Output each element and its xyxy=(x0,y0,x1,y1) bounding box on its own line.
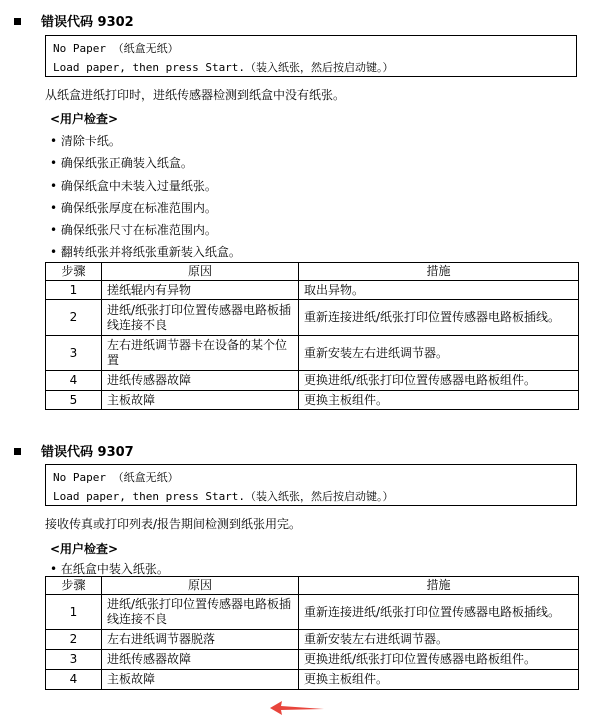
table-header-row xyxy=(46,263,579,281)
section-9302-message-box xyxy=(45,35,577,77)
header-step: 步骤 xyxy=(46,577,102,595)
square-bullet-icon xyxy=(14,18,21,25)
section-9302-heading xyxy=(14,11,134,30)
step-cell: 2 xyxy=(46,630,102,650)
user-check-item: • 确保纸盒中未装入过量纸张。 xyxy=(50,179,217,193)
user-check-item: • 翻转纸张并将纸张重新装入纸盒。 xyxy=(50,245,241,259)
step-cell: 5 xyxy=(46,391,102,410)
step-cell: 1 xyxy=(46,281,102,300)
section-9307-user-check-label: <用户检查> xyxy=(50,542,119,556)
user-check-item: • 在纸盒中装入纸张。 xyxy=(50,562,169,576)
table-header-row xyxy=(46,577,579,595)
message-line-1: No Paper （纸盒无纸） xyxy=(53,42,179,55)
section-9307-message-box xyxy=(45,464,577,506)
action-cell: 更换进纸/纸张打印位置传感器电路板组件。 xyxy=(299,650,579,670)
section-title: 错误代码 9307 xyxy=(41,445,134,460)
step-cell: 2 xyxy=(46,300,102,336)
message-line-1: No Paper （纸盒无纸） xyxy=(53,471,179,484)
table-row xyxy=(46,595,579,630)
cause-cell: 进纸/纸张打印位置传感器电路板插线连接不良 xyxy=(102,300,299,336)
step-cell: 4 xyxy=(46,670,102,690)
header-action: 措施 xyxy=(299,577,579,595)
header-action: 措施 xyxy=(299,263,579,281)
table-row xyxy=(46,391,579,410)
section-title: 错误代码 9302 xyxy=(41,15,134,30)
section-9302-description: 从纸盒进纸打印时，进纸传感器检测到纸盒中没有纸张。 xyxy=(45,88,346,102)
header-cause: 原因 xyxy=(102,263,299,281)
table-row xyxy=(46,371,579,391)
step-cell: 4 xyxy=(46,371,102,391)
user-check-item: • 确保纸张厚度在标准范围内。 xyxy=(50,201,217,215)
cause-cell: 搓纸辊内有异物 xyxy=(102,281,299,300)
section-9302-user-check-label: <用户检查> xyxy=(50,112,119,126)
action-cell: 更换主板组件。 xyxy=(299,670,579,690)
action-cell: 更换主板组件。 xyxy=(299,391,579,410)
cause-cell: 主板故障 xyxy=(102,391,299,410)
table-row xyxy=(46,650,579,670)
action-cell: 取出异物。 xyxy=(299,281,579,300)
step-cell: 1 xyxy=(46,595,102,630)
table-row xyxy=(46,336,579,371)
cause-cell: 左右进纸调节器脱落 xyxy=(102,630,299,650)
user-check-item: • 清除卡纸。 xyxy=(50,134,121,148)
action-cell: 更换进纸/纸张打印位置传感器电路板组件。 xyxy=(299,371,579,391)
message-line-2: Load paper, then press Start.（装入纸张，然后按启动键。） xyxy=(53,490,394,503)
table-row xyxy=(46,630,579,650)
action-cell: 重新安装左右进纸调节器。 xyxy=(299,336,579,371)
table-row xyxy=(46,281,579,300)
header-cause: 原因 xyxy=(102,577,299,595)
message-line-2: Load paper, then press Start.（装入纸张，然后按启动键。） xyxy=(53,61,394,74)
cause-cell: 进纸/纸张打印位置传感器电路板插线连接不良 xyxy=(102,595,299,630)
cause-cell: 左右进纸调节器卡在设备的某个位置 xyxy=(102,336,299,371)
header-step: 步骤 xyxy=(46,263,102,281)
table-row xyxy=(46,300,579,336)
section-9302-steps-table xyxy=(45,262,579,410)
cause-cell: 进纸传感器故障 xyxy=(102,371,299,391)
cause-cell: 进纸传感器故障 xyxy=(102,650,299,670)
action-cell: 重新连接进纸/纸张打印位置传感器电路板插线。 xyxy=(299,300,579,336)
user-check-item: • 确保纸张尺寸在标准范围内。 xyxy=(50,223,217,237)
cause-cell: 主板故障 xyxy=(102,670,299,690)
action-cell: 重新安装左右进纸调节器。 xyxy=(299,630,579,650)
step-cell: 3 xyxy=(46,336,102,371)
square-bullet-icon xyxy=(14,448,21,455)
step-cell: 3 xyxy=(46,650,102,670)
section-9307-steps-table xyxy=(45,576,579,690)
section-9307-heading xyxy=(14,441,134,460)
left-arrow-icon xyxy=(270,700,326,716)
table-row xyxy=(46,670,579,690)
user-check-item: • 确保纸张正确装入纸盒。 xyxy=(50,156,193,170)
section-9307-description: 接收传真或打印列表/报告期间检测到纸张用完。 xyxy=(45,517,302,531)
action-cell: 重新连接进纸/纸张打印位置传感器电路板插线。 xyxy=(299,595,579,630)
